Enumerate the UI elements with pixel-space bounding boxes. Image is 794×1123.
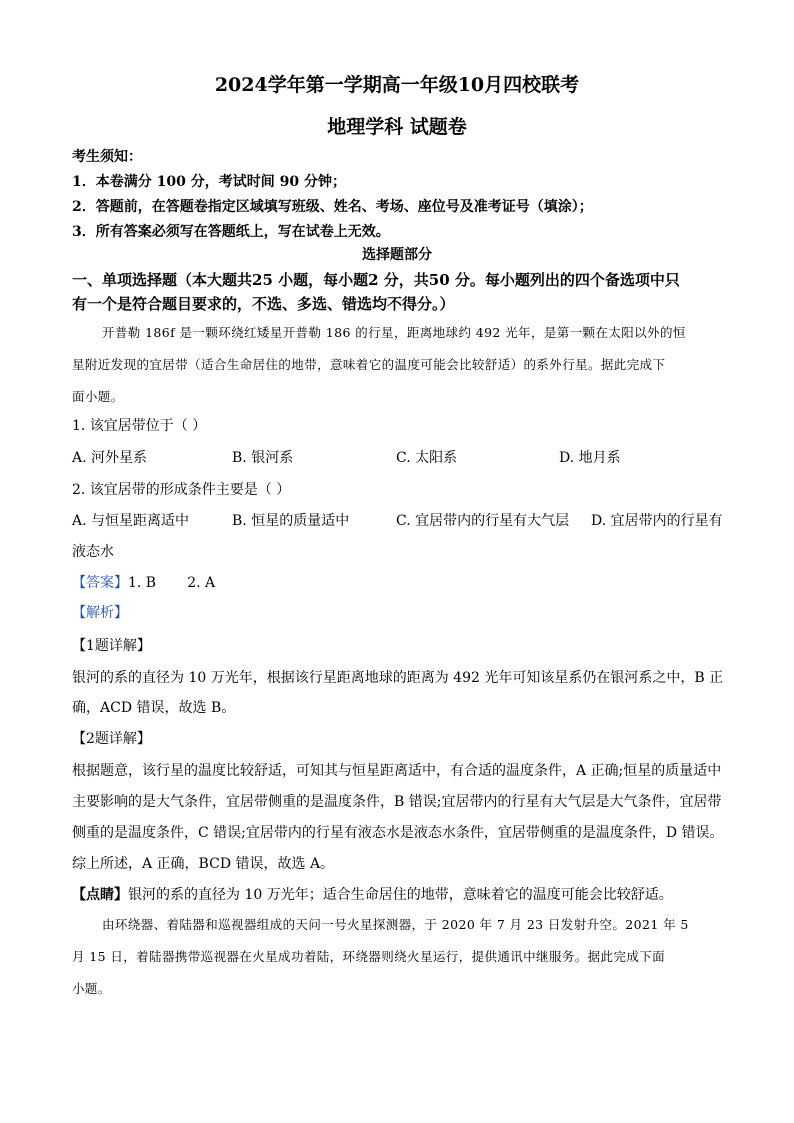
question-2-option-c: C. 宜居带内的行星有大气层 [396,513,570,529]
question-1-option-b: B. 银河系 [232,450,294,466]
notice-item: 2．答题前，在答题卷指定区域填写班级、姓名、考场、座位号及准考证号（填涂）； [72,199,593,215]
part-instruction: 有一个是符合题目要求的，不选、多选、错选均不得分。） [72,295,455,313]
question-2-stem: 2. 该宜居带的形成条件主要是（ ） [72,482,291,498]
passage-line: 由环绕器、着陆器和巡视器组成的天问一号火星探测器，于 2020 年 7 月 23 日发射升空。2021 年 5 [102,917,689,932]
passage-line: 开普勒 186f 是一颗环绕红矮星开普勒 186 的行星，距离地球约 492 光年，是第一颗在太阳以外的恒 [102,325,686,340]
passage-line: 面小题。 [72,389,124,404]
answer-line [72,573,215,593]
comment-label: 【点睛】 [72,887,128,903]
question-2-option-d-wrap: 液态水 [72,544,114,560]
question-1-option-d: D. 地月系 [559,450,621,466]
notice-heading: 考生须知： [72,149,142,165]
question-2-option-d: D. 宜居带内的行星有 [591,513,723,529]
detail-2-text: 侧重的是温度条件，C 错误;宜居带内的行星有液态水是液态水条件，宜居带侧重的是温度条件，D 错误。 [72,825,724,841]
part-instruction: 一、单项选择题（本大题共25 小题，每小题2 分，共50 分。每小题列出的四个备选项中只 [72,271,680,289]
detail-2-text: 主要影响的是大气条件，宜居带侧重的是温度条件，B 错误;宜居带内的行星有大气层是大气条件，宜居带 [72,794,722,810]
detail-1-label: 【1题详解】 [72,638,151,654]
question-1-option-a: A. 河外星系 [72,450,148,466]
detail-1-text: 确，ACD 错误，故选 B。 [72,700,236,716]
passage-line: 星附近发现的宜居带（适合生命居住的地带，意味着它的温度可能会比较舒适）的系外行星。据此完成下 [72,357,666,372]
detail-2-text: 根据题意，该行星的温度比较舒适，可知其与恒星距离适中，有合适的温度条件，A 正确;恒星的质量适中 [72,763,722,779]
detail-2-text: 综上所述，A 正确，BCD 错误，故选 A。 [72,856,335,872]
notice-item: 3．所有答案必须写在答题纸上，写在试卷上无效。 [72,224,390,240]
exam-title: 2024学年第一学期高一年级10月四校联考 [214,74,580,96]
answer-text: 1. B 2. A [128,575,216,591]
passage-line: 月 15 日，着陆器携带巡视器在火星成功着陆，环绕器则绕火星运行，提供通讯中继服务。据此完成下面 [72,949,666,964]
question-2-option-b: B. 恒星的质量适中 [232,513,350,529]
question-1-stem: 1. 该宜居带位于（ ） [72,418,207,434]
detail-2-label: 【2题详解】 [72,731,151,747]
comment-line [72,885,673,905]
section-title: 选择题部分 [362,247,432,263]
analysis-label: 【解析】 [72,605,128,621]
detail-1-text: 银河的系的直径为 10 万光年，根据该行星距离地球的距离为 492 光年可知该星系仍在银河系之中，B 正 [72,670,724,686]
exam-subtitle: 地理学科 试题卷 [327,116,467,138]
answer-label: 【答案】 [72,575,128,591]
question-2-option-a: A. 与恒星距离适中 [72,513,190,529]
question-1-option-c: C. 太阳系 [396,450,458,466]
notice-item: 1．本卷满分 100 分，考试时间 90 分钟； [72,174,346,190]
comment-text: 银河的系的直径为 10 万光年；适合生命居住的地带，意味着它的温度可能会比较舒适。 [128,887,673,903]
passage-line: 小题。 [72,981,111,996]
